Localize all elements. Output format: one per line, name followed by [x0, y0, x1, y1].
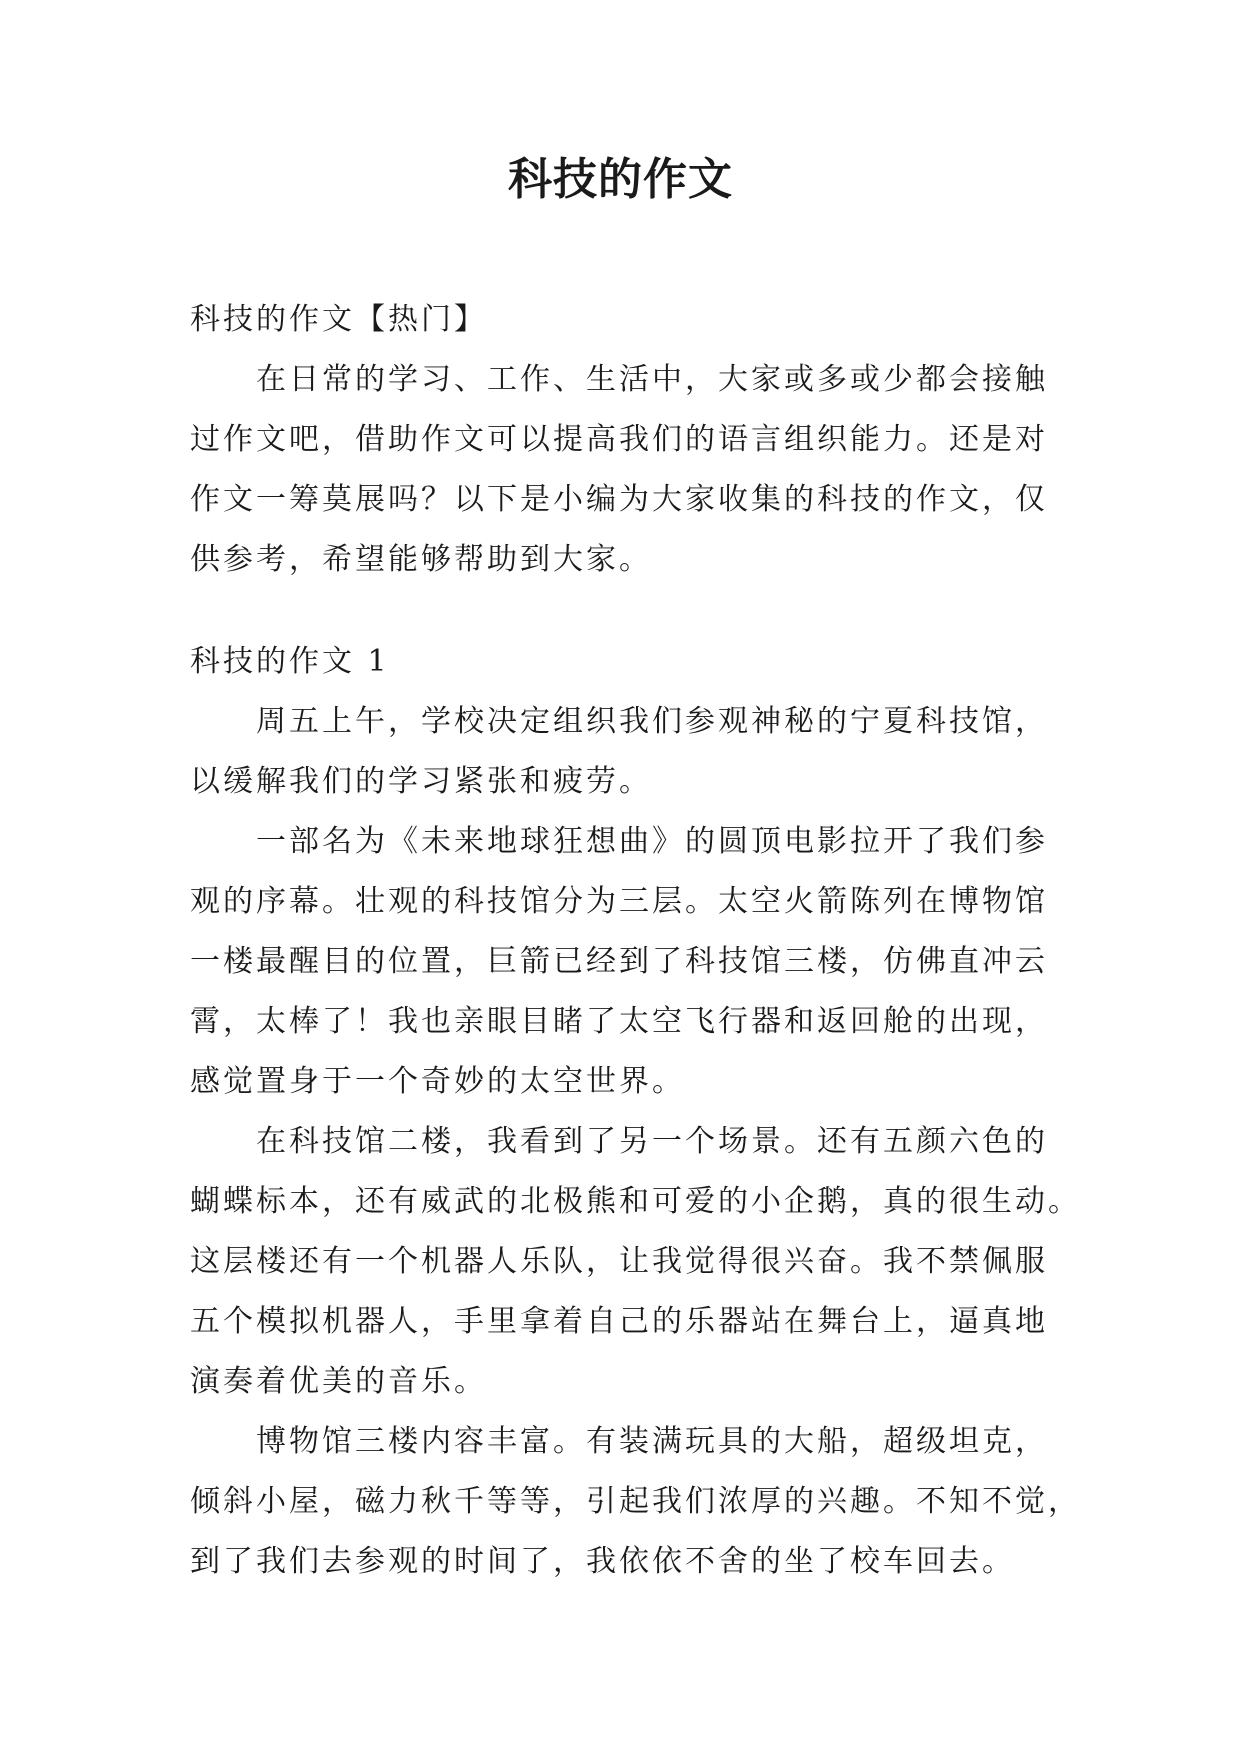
intro-line: 在日常的学习、工作、生活中，大家或多或少都会接触: [256, 362, 1048, 397]
document-body: [190, 290, 1081, 1592]
essay1-line: 周五上午，学校决定组织我们参观神秘的宁夏科技馆，: [256, 704, 1048, 739]
essay1-line: 演奏着优美的音乐。: [190, 1364, 487, 1399]
intro-line: 过作文吧，借助作文可以提高我们的语言组织能力。还是对: [190, 422, 1048, 457]
essay1-line: 一楼最醒目的位置，巨箭已经到了科技馆三楼，仿佛直冲云: [190, 944, 1048, 979]
essay1-line: 以缓解我们的学习紧张和疲劳。: [190, 764, 652, 799]
essay1-line: 蝴蝶标本，还有威武的北极熊和可爱的小企鹅，真的很生动。: [190, 1184, 1081, 1219]
essay1-line: 五个模拟机器人，手里拿着自己的乐器站在舞台上，逼真地: [190, 1304, 1048, 1339]
intro-line: 作文一筹莫展吗？以下是小编为大家收集的科技的作文，仅: [190, 482, 1048, 517]
essay1-line: 观的序幕。壮观的科技馆分为三层。太空火箭陈列在博物馆: [190, 884, 1048, 919]
essay1-heading: 科技的作文 1: [190, 644, 390, 679]
essay1-line: 感觉置身于一个奇妙的太空世界。: [190, 1064, 685, 1099]
document-title: 科技的作文: [508, 154, 733, 205]
essay1-line: 一部名为《未来地球狂想曲》的圆顶电影拉开了我们参: [256, 824, 1048, 859]
essay1-line: 霄，太棒了！我也亲眼目睹了太空飞行器和返回舱的出现，: [190, 1004, 1048, 1039]
essay1-line: 博物馆三楼内容丰富。有装满玩具的大船，超级坦克，: [256, 1424, 1048, 1459]
essay1-line: 到了我们去参观的时间了，我依依不舍的坐了校车回去。: [190, 1544, 1015, 1579]
intro-heading: 科技的作文【热门】: [190, 302, 487, 337]
intro-line: 供参考，希望能够帮助到大家。: [190, 542, 652, 577]
section-spacer: [190, 590, 1052, 632]
essay1-line: 在科技馆二楼，我看到了另一个场景。还有五颜六色的: [256, 1124, 1048, 1159]
essay1-line: 倾斜小屋，磁力秋千等等，引起我们浓厚的兴趣。不知不觉，: [190, 1484, 1081, 1519]
essay1-line: 这层楼还有一个机器人乐队，让我觉得很兴奋。我不禁佩服: [190, 1244, 1048, 1279]
